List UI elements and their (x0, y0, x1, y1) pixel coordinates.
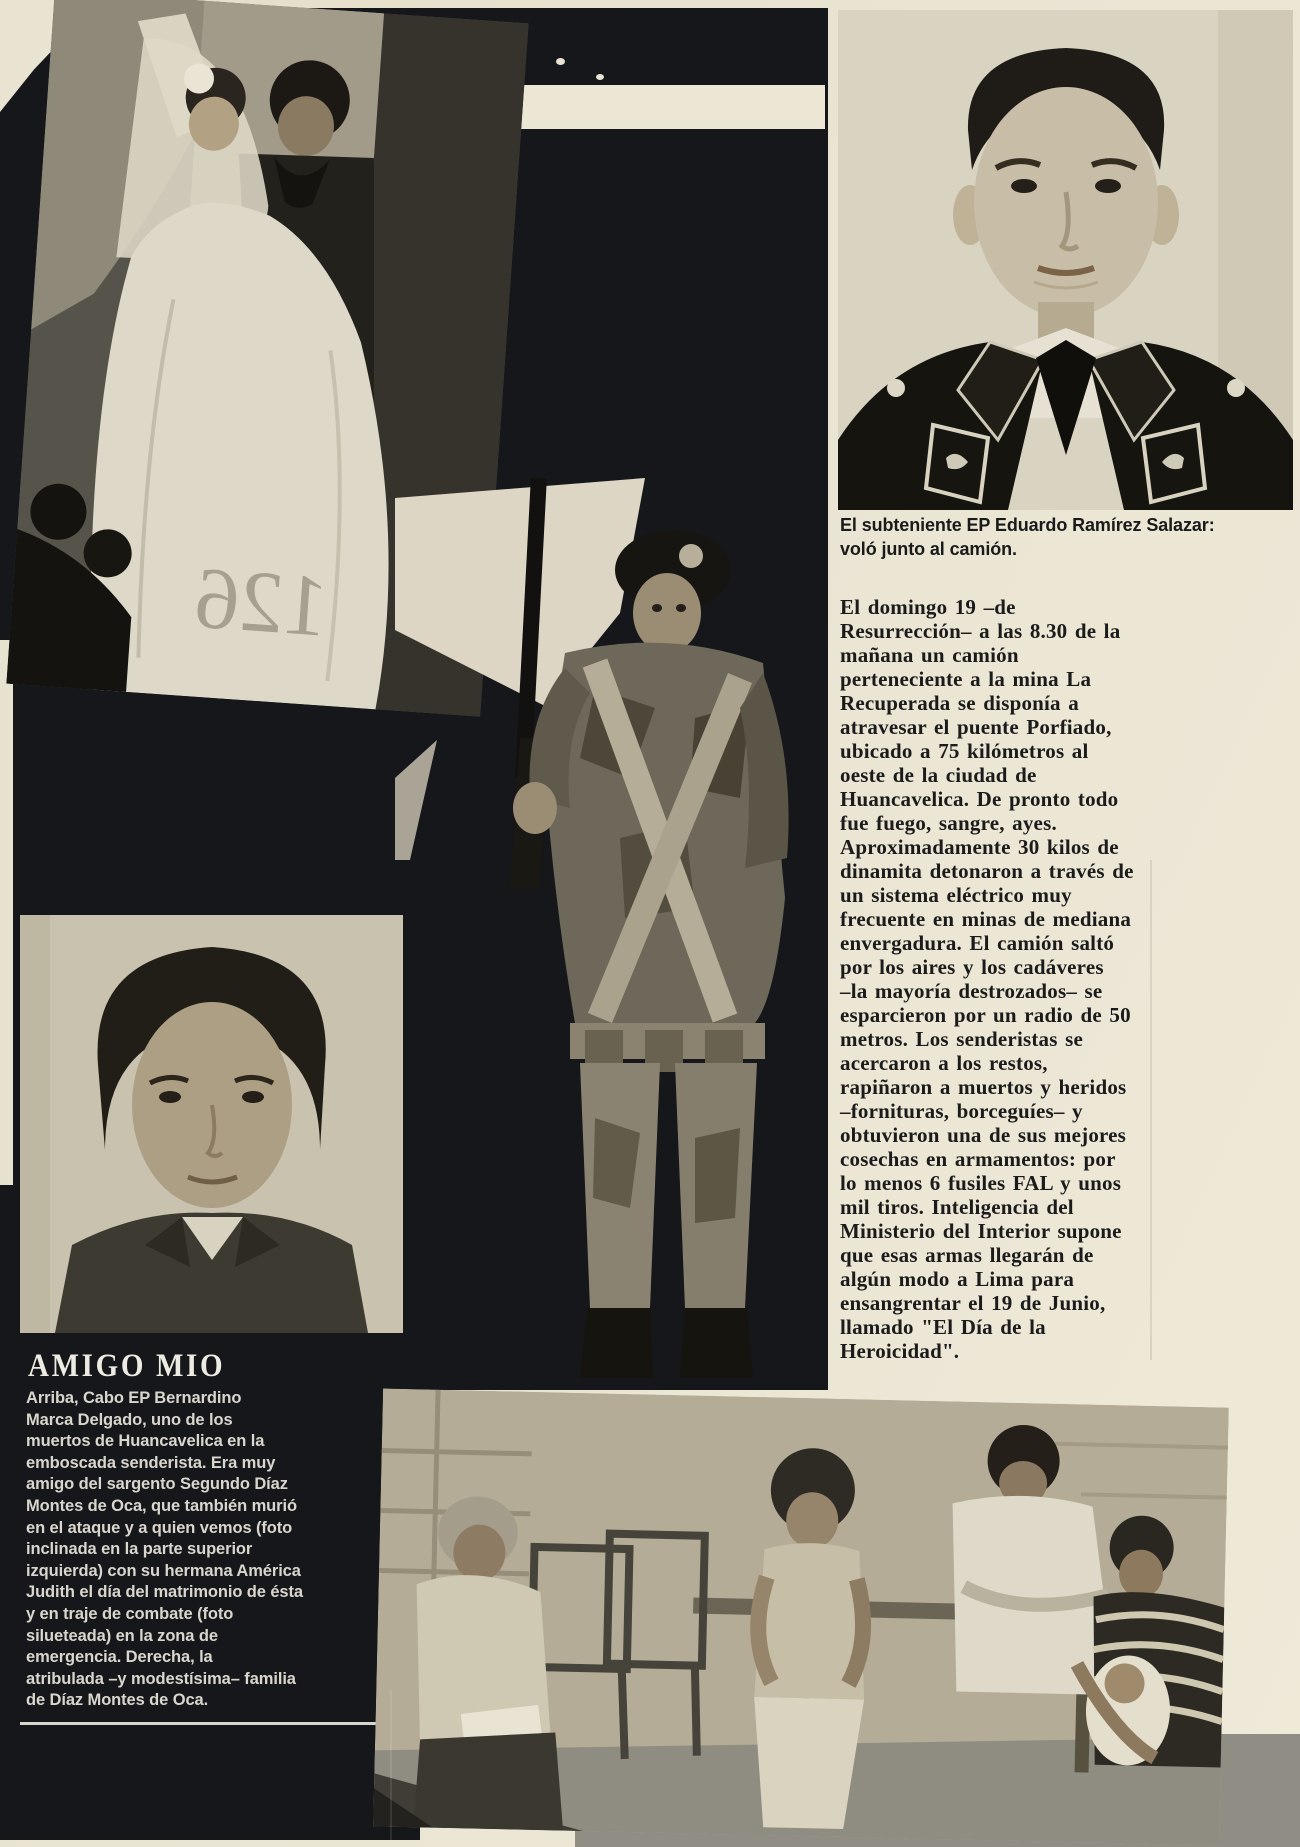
text-line: mil tiros. Inteligencia del (840, 1195, 1074, 1219)
text-line: y en traje de combate (foto (26, 1604, 234, 1623)
text-line: El domingo 19 –de (840, 595, 1016, 619)
bleed-through-number: 126 (192, 549, 331, 656)
officer-photo (838, 10, 1293, 510)
text-line: cosechas en armamentos: por (840, 1147, 1116, 1171)
text-line: atribulada –y modestísima– familia (26, 1669, 296, 1688)
text-line: Recuperada se disponía a (840, 691, 1079, 715)
text-line: por los aires y los cadáveres (840, 955, 1104, 979)
page-edge-sliver (0, 640, 13, 1185)
amigo-mio-caption (26, 1388, 332, 1712)
paper-crease (1150, 860, 1152, 1360)
text-line: mañana un camión (840, 643, 1019, 667)
text-line: Heroicidad". (840, 1339, 960, 1363)
text-line: esparcieron por un radio de 50 (840, 1003, 1131, 1027)
text-line: rapiñaron a muertos y heridos (840, 1075, 1127, 1099)
text-line: Huancavelica. De pronto todo (840, 787, 1119, 811)
amigo-mio-heading: AMIGO MIO (28, 1348, 226, 1384)
text-line: amigo del sargento Segundo Díaz (26, 1475, 288, 1494)
text-line: un sistema eléctrico muy (840, 883, 1072, 907)
text-line: muertos de Huancavelica en la (26, 1432, 265, 1451)
text-line: –fornituras, borceguíes– y (840, 1099, 1083, 1123)
text-line: oeste de la ciudad de (840, 763, 1037, 787)
paper-crease (390, 1690, 392, 1840)
text-line: emergencia. Derecha, la (26, 1648, 213, 1667)
text-line: algún modo a Lima para (840, 1267, 1075, 1291)
text-line: –la mayoría destrozados– se (840, 979, 1103, 1003)
text-line: que esas armas llegarán de (840, 1243, 1094, 1267)
text-line: llamado "El Día de la (840, 1315, 1046, 1339)
text-line: obtuvieron una de sus mejores (840, 1123, 1127, 1147)
text-line: fue fuego, sangre, ayes. (840, 811, 1057, 835)
text-line: Judith el día del matrimonio de ésta (26, 1583, 303, 1602)
text-line: atravesar el puente Porfiado, (840, 715, 1112, 739)
text-line: Arriba, Cabo EP Bernardino (26, 1389, 242, 1407)
article-body-text (840, 595, 1196, 1363)
portrait-photo (20, 915, 403, 1333)
text-line: El subteniente EP Eduardo Ramírez Salazar: (840, 515, 1215, 535)
text-line: dinamita detonaron a través de (840, 859, 1134, 883)
family-photo-illustration (373, 1388, 1229, 1845)
text-line: voló junto al camión. (840, 538, 1017, 559)
text-line: frecuente en minas de mediana (840, 907, 1132, 931)
caption-divider-rule (20, 1722, 420, 1725)
text-line: silueteada) en la zona de (26, 1626, 218, 1645)
text-line: emboscada senderista. Era muy (26, 1453, 276, 1472)
text-line: ensangrentar el 19 de Junio, (840, 1291, 1106, 1315)
text-line: en el ataque y a quien vemos (foto (26, 1518, 293, 1537)
text-line: inclinada en la parte superior (26, 1540, 253, 1559)
text-line: izquierda) con su hermana América (26, 1561, 301, 1580)
officer-photo-caption (840, 514, 1270, 561)
text-line: de Díaz Montes de Oca. (26, 1691, 209, 1710)
paper-speck (556, 58, 565, 65)
soldier-photo (395, 478, 800, 1390)
text-line: Marca Delgado, uno de los (26, 1410, 233, 1429)
text-line: Ministerio del Interior supone (840, 1219, 1122, 1243)
officer-photo-illustration (838, 10, 1293, 510)
text-line: Aproximadamente 30 kilos de (840, 835, 1119, 859)
text-line: lo menos 6 fusiles FAL y unos (840, 1171, 1122, 1195)
text-line: metros. Los senderistas se (840, 1027, 1083, 1051)
paper-strip (515, 85, 825, 129)
paper-speck (596, 74, 604, 80)
portrait-photo-illustration (20, 915, 403, 1333)
text-line: Resurrección– a las 8.30 de la (840, 619, 1121, 643)
text-line: Montes de Oca, que también murió (26, 1496, 297, 1515)
text-line: acercaron a los restos, (840, 1051, 1048, 1075)
text-line: envergadura. El camión saltó (840, 931, 1115, 955)
text-line: perteneciente a la mina La (840, 667, 1092, 691)
family-photo (373, 1388, 1229, 1845)
soldier-photo-illustration (395, 478, 800, 1390)
text-line: ubicado a 75 kilómetros al (840, 739, 1089, 763)
